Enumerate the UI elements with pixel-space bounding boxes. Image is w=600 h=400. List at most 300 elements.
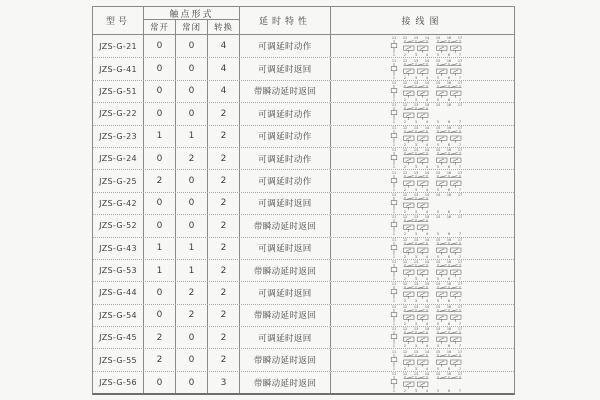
svg-text:12: 12 bbox=[402, 193, 408, 198]
svg-text:14: 14 bbox=[424, 193, 430, 198]
svg-text:5: 5 bbox=[436, 210, 440, 214]
svg-text:15: 15 bbox=[435, 327, 441, 332]
svg-text:14: 14 bbox=[424, 305, 430, 310]
svg-text:3: 3 bbox=[414, 232, 418, 237]
svg-text:4: 4 bbox=[425, 299, 429, 304]
wiring-diagram bbox=[388, 81, 466, 102]
svg-text:4: 4 bbox=[425, 344, 429, 349]
model-cell: JZS-G-43 bbox=[99, 243, 137, 253]
svg-text:4: 4 bbox=[425, 52, 429, 57]
delay-characteristic-cell: 带瞬动延时返回 bbox=[239, 349, 330, 370]
normally-closed-count-cell: 1 bbox=[175, 238, 207, 259]
svg-text:16: 16 bbox=[446, 58, 452, 63]
svg-text:12: 12 bbox=[402, 282, 408, 287]
svg-text:1: 1 bbox=[392, 165, 396, 170]
wiring-diagram bbox=[388, 215, 466, 236]
changeover-count-cell: 3 bbox=[207, 372, 239, 393]
svg-text:12: 12 bbox=[402, 35, 408, 40]
svg-text:16: 16 bbox=[446, 125, 452, 130]
svg-text:2: 2 bbox=[403, 232, 407, 237]
wiring-diagram bbox=[388, 36, 466, 57]
svg-text:2: 2 bbox=[403, 277, 407, 282]
svg-text:15: 15 bbox=[435, 58, 441, 63]
delay-characteristic-cell: 带瞬动延时返回 bbox=[239, 305, 330, 326]
svg-text:6: 6 bbox=[447, 277, 451, 282]
svg-text:13: 13 bbox=[413, 58, 419, 63]
svg-text:13: 13 bbox=[413, 81, 419, 86]
wiring-diagram bbox=[388, 171, 466, 192]
svg-text:7: 7 bbox=[458, 210, 462, 214]
delay-characteristic-cell: 可调延时动作 bbox=[239, 148, 330, 169]
svg-text:17: 17 bbox=[457, 125, 463, 130]
svg-text:4: 4 bbox=[425, 142, 429, 147]
svg-text:4: 4 bbox=[425, 210, 429, 214]
svg-text:6: 6 bbox=[447, 98, 451, 102]
delay-characteristic-cell: 可调延时动作 bbox=[239, 103, 330, 124]
svg-text:7: 7 bbox=[458, 254, 462, 259]
model-cell: JZS-G-21 bbox=[99, 41, 137, 51]
delay-characteristic-cell: 带瞬动延时返回 bbox=[239, 215, 330, 236]
svg-text:3: 3 bbox=[414, 52, 418, 57]
svg-text:7: 7 bbox=[458, 366, 462, 371]
svg-text:15: 15 bbox=[435, 193, 441, 198]
model-cell: JZS-G-42 bbox=[99, 198, 137, 208]
changeover-count-cell: 2 bbox=[207, 349, 239, 370]
svg-text:16: 16 bbox=[446, 305, 452, 310]
svg-text:5: 5 bbox=[436, 322, 440, 326]
model-cell: JZS-G-25 bbox=[99, 176, 137, 186]
normally-closed-count-cell: 2 bbox=[175, 148, 207, 169]
changeover-count-cell: 2 bbox=[207, 103, 239, 124]
svg-text:17: 17 bbox=[457, 372, 463, 377]
normally-open-count-cell: 0 bbox=[143, 81, 175, 102]
normally-open-count-cell: 2 bbox=[143, 327, 175, 348]
svg-text:12: 12 bbox=[402, 215, 408, 220]
svg-text:1: 1 bbox=[392, 187, 396, 192]
svg-text:1: 1 bbox=[392, 366, 396, 371]
svg-text:12: 12 bbox=[402, 372, 408, 377]
svg-text:12: 12 bbox=[402, 103, 408, 108]
model-cell: JZS-G-54 bbox=[99, 310, 137, 320]
svg-text:5: 5 bbox=[436, 277, 440, 282]
wiring-diagram bbox=[388, 260, 466, 281]
svg-text:17: 17 bbox=[457, 35, 463, 40]
svg-text:1: 1 bbox=[392, 120, 396, 125]
changeover-count-cell: 2 bbox=[207, 282, 239, 303]
svg-text:12: 12 bbox=[402, 170, 408, 175]
changeover-count-cell: 2 bbox=[207, 215, 239, 236]
svg-text:12: 12 bbox=[402, 81, 408, 86]
svg-text:15: 15 bbox=[435, 349, 441, 354]
svg-text:5: 5 bbox=[436, 232, 440, 237]
svg-text:4: 4 bbox=[425, 120, 429, 125]
svg-text:16: 16 bbox=[446, 349, 452, 354]
changeover-count-cell: 2 bbox=[207, 193, 239, 214]
svg-text:2: 2 bbox=[403, 322, 407, 326]
svg-text:1: 1 bbox=[392, 210, 396, 214]
svg-text:15: 15 bbox=[435, 282, 441, 287]
model-cell: JZS-G-45 bbox=[99, 333, 137, 343]
normally-open-count-cell: 2 bbox=[143, 170, 175, 191]
table-row bbox=[93, 237, 514, 259]
svg-text:16: 16 bbox=[446, 327, 452, 332]
wiring-diagram-cell bbox=[330, 103, 514, 124]
svg-text:2: 2 bbox=[403, 75, 407, 80]
svg-text:12: 12 bbox=[402, 260, 408, 265]
svg-text:13: 13 bbox=[413, 305, 419, 310]
svg-text:15: 15 bbox=[435, 81, 441, 86]
svg-text:3: 3 bbox=[414, 322, 418, 326]
model-cell: JZS-G-24 bbox=[99, 154, 137, 164]
changeover-count-cell: 2 bbox=[207, 170, 239, 191]
svg-text:7: 7 bbox=[458, 98, 462, 102]
svg-text:6: 6 bbox=[447, 120, 451, 125]
normally-closed-count-cell: 0 bbox=[175, 327, 207, 348]
svg-text:11: 11 bbox=[391, 349, 397, 354]
svg-text:14: 14 bbox=[424, 327, 430, 332]
wiring-diagram-cell bbox=[330, 81, 514, 102]
wiring-diagram-cell bbox=[330, 126, 514, 147]
delay-characteristic-cell: 可调延时返回 bbox=[239, 238, 330, 259]
changeover-count-cell: 4 bbox=[207, 58, 239, 79]
svg-text:2: 2 bbox=[403, 52, 407, 57]
svg-text:3: 3 bbox=[414, 210, 418, 214]
normally-open-count-cell: 0 bbox=[143, 35, 175, 57]
wiring-diagram bbox=[388, 59, 466, 80]
delay-characteristic-cell: 可调延时返回 bbox=[239, 193, 330, 214]
svg-text:4: 4 bbox=[425, 322, 429, 326]
svg-text:4: 4 bbox=[425, 254, 429, 259]
svg-text:16: 16 bbox=[446, 282, 452, 287]
svg-text:5: 5 bbox=[436, 75, 440, 80]
svg-text:16: 16 bbox=[446, 81, 452, 86]
svg-text:2: 2 bbox=[403, 187, 407, 192]
wiring-diagram bbox=[388, 193, 466, 214]
normally-closed-count-cell: 0 bbox=[175, 35, 207, 57]
svg-text:14: 14 bbox=[424, 282, 430, 287]
svg-text:5: 5 bbox=[436, 299, 440, 304]
svg-text:6: 6 bbox=[447, 254, 451, 259]
svg-text:17: 17 bbox=[457, 81, 463, 86]
svg-text:3: 3 bbox=[414, 120, 418, 125]
svg-text:6: 6 bbox=[447, 322, 451, 326]
svg-text:11: 11 bbox=[391, 372, 397, 377]
svg-text:3: 3 bbox=[414, 142, 418, 147]
svg-text:5: 5 bbox=[436, 344, 440, 349]
svg-text:1: 1 bbox=[392, 232, 396, 237]
svg-text:13: 13 bbox=[413, 103, 419, 108]
normally-closed-count-cell: 0 bbox=[175, 81, 207, 102]
svg-text:12: 12 bbox=[402, 349, 408, 354]
normally-closed-count-cell: 2 bbox=[175, 282, 207, 303]
table-row bbox=[93, 326, 514, 348]
svg-text:6: 6 bbox=[447, 75, 451, 80]
table-row bbox=[93, 281, 514, 303]
svg-text:4: 4 bbox=[425, 366, 429, 371]
svg-text:3: 3 bbox=[414, 389, 418, 394]
svg-text:13: 13 bbox=[413, 282, 419, 287]
normally-closed-count-cell: 0 bbox=[175, 58, 207, 79]
table-row bbox=[93, 147, 514, 169]
svg-text:15: 15 bbox=[435, 215, 441, 220]
svg-text:5: 5 bbox=[436, 120, 440, 125]
svg-text:14: 14 bbox=[424, 58, 430, 63]
changeover-count-cell: 2 bbox=[207, 260, 239, 281]
wiring-diagram bbox=[388, 305, 466, 326]
svg-text:16: 16 bbox=[446, 35, 452, 40]
svg-text:17: 17 bbox=[457, 237, 463, 242]
normally-open-count-cell: 0 bbox=[143, 215, 175, 236]
svg-text:12: 12 bbox=[402, 125, 408, 130]
svg-text:17: 17 bbox=[457, 260, 463, 265]
svg-text:14: 14 bbox=[424, 148, 430, 153]
svg-text:16: 16 bbox=[446, 193, 452, 198]
delay-characteristic-cell: 可调延时动作 bbox=[239, 126, 330, 147]
svg-text:1: 1 bbox=[392, 142, 396, 147]
col-header-changeover: 转换 bbox=[207, 20, 239, 34]
svg-text:6: 6 bbox=[447, 366, 451, 371]
delay-characteristic-cell: 可调延时返回 bbox=[239, 327, 330, 348]
table-row bbox=[93, 35, 514, 57]
svg-text:11: 11 bbox=[391, 282, 397, 287]
svg-text:11: 11 bbox=[391, 237, 397, 242]
svg-text:5: 5 bbox=[436, 389, 440, 394]
svg-text:4: 4 bbox=[425, 389, 429, 394]
svg-text:2: 2 bbox=[403, 366, 407, 371]
svg-text:5: 5 bbox=[436, 98, 440, 102]
normally-closed-count-cell: 0 bbox=[175, 193, 207, 214]
table-row bbox=[93, 102, 514, 124]
svg-text:17: 17 bbox=[457, 193, 463, 198]
wiring-diagram bbox=[388, 372, 466, 393]
model-cell: JZS-G-22 bbox=[99, 109, 137, 119]
svg-text:17: 17 bbox=[457, 349, 463, 354]
svg-text:7: 7 bbox=[458, 52, 462, 57]
delay-characteristic-cell: 带瞬动延时返回 bbox=[239, 372, 330, 393]
svg-text:15: 15 bbox=[435, 260, 441, 265]
svg-text:2: 2 bbox=[403, 142, 407, 147]
svg-text:7: 7 bbox=[458, 344, 462, 349]
svg-text:13: 13 bbox=[413, 372, 419, 377]
svg-text:2: 2 bbox=[403, 120, 407, 125]
svg-text:17: 17 bbox=[457, 103, 463, 108]
wiring-diagram bbox=[388, 350, 466, 371]
svg-text:12: 12 bbox=[402, 327, 408, 332]
svg-text:11: 11 bbox=[391, 170, 397, 175]
svg-text:5: 5 bbox=[436, 52, 440, 57]
svg-text:7: 7 bbox=[458, 299, 462, 304]
svg-text:12: 12 bbox=[402, 237, 408, 242]
svg-text:2: 2 bbox=[403, 254, 407, 259]
svg-text:17: 17 bbox=[457, 58, 463, 63]
svg-text:3: 3 bbox=[414, 277, 418, 282]
model-cell: JZS-G-51 bbox=[99, 86, 137, 96]
svg-text:17: 17 bbox=[457, 305, 463, 310]
wiring-diagram-cell bbox=[330, 148, 514, 169]
svg-text:13: 13 bbox=[413, 215, 419, 220]
changeover-count-cell: 2 bbox=[207, 238, 239, 259]
svg-text:3: 3 bbox=[414, 75, 418, 80]
wiring-diagram bbox=[388, 238, 466, 259]
svg-text:16: 16 bbox=[446, 103, 452, 108]
normally-open-count-cell: 0 bbox=[143, 372, 175, 393]
changeover-count-cell: 2 bbox=[207, 126, 239, 147]
normally-closed-count-cell: 1 bbox=[175, 126, 207, 147]
normally-open-count-cell: 0 bbox=[143, 148, 175, 169]
svg-text:14: 14 bbox=[424, 125, 430, 130]
wiring-diagram-cell bbox=[330, 170, 514, 191]
svg-text:16: 16 bbox=[446, 170, 452, 175]
svg-text:14: 14 bbox=[424, 372, 430, 377]
svg-text:1: 1 bbox=[392, 322, 396, 326]
table-row bbox=[93, 348, 514, 370]
normally-open-count-cell: 0 bbox=[143, 305, 175, 326]
svg-text:6: 6 bbox=[447, 142, 451, 147]
wiring-diagram-cell bbox=[330, 327, 514, 348]
col-header-contact-form: 触点形式 bbox=[143, 7, 239, 20]
svg-text:1: 1 bbox=[392, 98, 396, 102]
wiring-diagram-cell bbox=[330, 260, 514, 281]
delay-characteristic-cell: 可调延时动作 bbox=[239, 170, 330, 191]
svg-text:1: 1 bbox=[392, 389, 396, 394]
delay-characteristic-cell: 带瞬动延时返回 bbox=[239, 260, 330, 281]
svg-text:4: 4 bbox=[425, 277, 429, 282]
svg-text:14: 14 bbox=[424, 103, 430, 108]
model-cell: JZS-G-23 bbox=[99, 131, 137, 141]
svg-text:13: 13 bbox=[413, 170, 419, 175]
changeover-count-cell: 4 bbox=[207, 35, 239, 57]
wiring-diagram-cell bbox=[330, 282, 514, 303]
normally-open-count-cell: 2 bbox=[143, 349, 175, 370]
delay-characteristic-cell: 可调延时返回 bbox=[239, 58, 330, 79]
wiring-diagram bbox=[388, 103, 466, 124]
normally-closed-count-cell: 0 bbox=[175, 215, 207, 236]
svg-text:11: 11 bbox=[391, 260, 397, 265]
svg-text:7: 7 bbox=[458, 165, 462, 170]
svg-text:17: 17 bbox=[457, 282, 463, 287]
svg-text:16: 16 bbox=[446, 148, 452, 153]
svg-text:15: 15 bbox=[435, 372, 441, 377]
svg-text:11: 11 bbox=[391, 215, 397, 220]
svg-text:2: 2 bbox=[403, 299, 407, 304]
svg-text:12: 12 bbox=[402, 148, 408, 153]
svg-text:15: 15 bbox=[435, 148, 441, 153]
wiring-diagram-cell bbox=[330, 35, 514, 57]
svg-text:6: 6 bbox=[447, 210, 451, 214]
svg-text:6: 6 bbox=[447, 165, 451, 170]
svg-text:15: 15 bbox=[435, 237, 441, 242]
table-row bbox=[93, 57, 514, 79]
svg-text:3: 3 bbox=[414, 344, 418, 349]
col-header-model: 型号 bbox=[105, 17, 130, 27]
svg-text:13: 13 bbox=[413, 260, 419, 265]
svg-text:1: 1 bbox=[392, 254, 396, 259]
table-body bbox=[93, 35, 514, 393]
table-row bbox=[93, 214, 514, 236]
wiring-diagram bbox=[388, 126, 466, 147]
changeover-count-cell: 4 bbox=[207, 81, 239, 102]
svg-text:13: 13 bbox=[413, 349, 419, 354]
changeover-count-cell: 2 bbox=[207, 148, 239, 169]
svg-text:17: 17 bbox=[457, 215, 463, 220]
svg-text:3: 3 bbox=[414, 254, 418, 259]
svg-text:11: 11 bbox=[391, 193, 397, 198]
svg-text:16: 16 bbox=[446, 237, 452, 242]
svg-text:7: 7 bbox=[458, 187, 462, 192]
delay-characteristic-cell: 可调延时返回 bbox=[239, 282, 330, 303]
model-cell: JZS-G-53 bbox=[99, 266, 137, 276]
svg-text:16: 16 bbox=[446, 260, 452, 265]
svg-text:2: 2 bbox=[403, 98, 407, 102]
svg-text:13: 13 bbox=[413, 193, 419, 198]
table-row bbox=[93, 80, 514, 102]
svg-text:3: 3 bbox=[414, 299, 418, 304]
table-row bbox=[93, 259, 514, 281]
wiring-diagram bbox=[388, 282, 466, 303]
svg-text:16: 16 bbox=[446, 215, 452, 220]
svg-text:3: 3 bbox=[414, 366, 418, 371]
svg-text:11: 11 bbox=[391, 148, 397, 153]
normally-open-count-cell: 0 bbox=[143, 193, 175, 214]
table-row bbox=[93, 304, 514, 326]
svg-text:17: 17 bbox=[457, 170, 463, 175]
svg-text:5: 5 bbox=[436, 142, 440, 147]
svg-text:6: 6 bbox=[447, 344, 451, 349]
normally-closed-count-cell: 2 bbox=[175, 305, 207, 326]
svg-text:3: 3 bbox=[414, 165, 418, 170]
model-cell: JZS-G-52 bbox=[99, 221, 137, 231]
svg-text:3: 3 bbox=[414, 98, 418, 102]
col-header-normally-open: 常开 bbox=[143, 20, 175, 34]
svg-text:11: 11 bbox=[391, 125, 397, 130]
wiring-diagram-cell bbox=[330, 193, 514, 214]
col-header-wiring-diagram: 接线图 bbox=[330, 7, 514, 34]
delay-characteristic-cell: 带瞬动延时返回 bbox=[239, 81, 330, 102]
normally-open-count-cell: 1 bbox=[143, 260, 175, 281]
col-header-delay-characteristic: 延时特性 bbox=[239, 7, 330, 34]
model-cell: JZS-G-41 bbox=[99, 64, 137, 74]
svg-text:14: 14 bbox=[424, 170, 430, 175]
svg-text:1: 1 bbox=[392, 344, 396, 349]
svg-text:5: 5 bbox=[436, 187, 440, 192]
wiring-diagram-cell bbox=[330, 305, 514, 326]
svg-text:7: 7 bbox=[458, 120, 462, 125]
svg-text:11: 11 bbox=[391, 305, 397, 310]
svg-text:1: 1 bbox=[392, 299, 396, 304]
svg-text:15: 15 bbox=[435, 103, 441, 108]
svg-text:2: 2 bbox=[403, 210, 407, 214]
svg-text:11: 11 bbox=[391, 35, 397, 40]
svg-text:6: 6 bbox=[447, 52, 451, 57]
svg-text:14: 14 bbox=[424, 215, 430, 220]
svg-text:7: 7 bbox=[458, 232, 462, 237]
svg-text:14: 14 bbox=[424, 81, 430, 86]
svg-text:4: 4 bbox=[425, 187, 429, 192]
svg-text:11: 11 bbox=[391, 58, 397, 63]
normally-closed-count-cell: 0 bbox=[175, 103, 207, 124]
svg-text:11: 11 bbox=[391, 81, 397, 86]
table-row bbox=[93, 371, 514, 393]
svg-text:13: 13 bbox=[413, 125, 419, 130]
svg-text:13: 13 bbox=[413, 35, 419, 40]
svg-text:7: 7 bbox=[458, 277, 462, 282]
svg-text:6: 6 bbox=[447, 232, 451, 237]
normally-closed-count-cell: 0 bbox=[175, 170, 207, 191]
svg-text:5: 5 bbox=[436, 366, 440, 371]
wiring-diagram-cell bbox=[330, 372, 514, 393]
table-header bbox=[93, 7, 514, 35]
table-row bbox=[93, 169, 514, 191]
